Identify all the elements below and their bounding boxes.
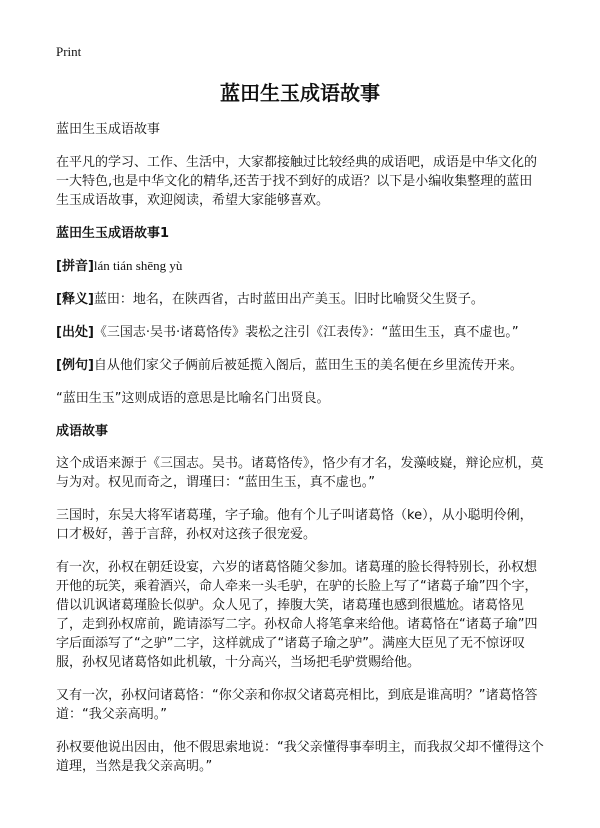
chuchu-label: [出处] — [56, 325, 94, 340]
shiyi-line — [56, 290, 544, 309]
page-title: 蓝田生玉成语故事 — [220, 81, 380, 105]
meaning-paragraph: “蓝田生玉”这则成语的意思是比喻名门出贤良。 — [56, 391, 330, 406]
intro-paragraph: 在平凡的学习、工作、生活中，大家都接触过比较经典的成语吧，成语是中华文化的一大特色,也是中华文化的精华,还苦于找不到好的成语？以下是小编收集整理的蓝田生玉成语故事，欢迎阅读，希望大家能够喜欢。 — [56, 155, 538, 208]
story-paragraph: 孙权要他说出因由，他不假思索地说：“我父亲懂得事奉明主，而我叔父却不懂得这个道理，当然是我父亲高明。” — [56, 740, 544, 774]
pinyin-text: lán tián shēng yù — [93, 258, 183, 273]
pinyin-label: [拼音] — [56, 259, 94, 274]
pinyin-line — [56, 256, 544, 276]
shiyi-label: [释义] — [56, 292, 94, 307]
story-heading: 成语故事 — [56, 424, 109, 439]
chuchu-text: 《三国志·吴书·诸葛恪传》裴松之注引《江表传》：“蓝田生玉，真不虚也。” — [93, 325, 519, 340]
liju-text: 自从他们家父子俩前后被延揽入阁后，蓝田生玉的美名便在乡里流传开来。 — [93, 358, 523, 373]
intro-label: 蓝田生玉成语故事 — [56, 122, 161, 137]
story-paragraph: 又有一次，孙权问诸葛恪：“你父亲和你叔父诸葛亮相比，到底是谁高明？”诸葛恪答道：“我父亲高明。” — [56, 688, 538, 722]
story-paragraph: 有一次，孙权在朝廷设宴，六岁的诸葛恪随父参加。诸葛瑾的脸长得特别长，孙权想开他的玩笑，乘着酒兴，命人牵来一头毛驴，在驴的长脸上写了“诸葛子瑜”四个字，借以讥讽诸葛瑾脸长似驴。众人见了，捧腹大笑，诸葛瑾也感到很尴尬。诸葛恪见了，走到孙权席前，跪请添写二字。孙权命人将笔拿来给他。诸葛恪在“诸葛子瑜”四字后面添写了“之驴”二字，这样就成了“诸葛子瑜之驴”。满座大臣见了无不惊讶叹服，孙权见诸葛恪如此机敏，十分高兴，当场把毛驴赏赐给他。 — [56, 560, 538, 670]
story-paragraph: 三国时，东吴大将军诸葛瑾，字子瑜。他有个儿子叫诸葛恪（ke），从小聪明伶俐，口才极好，善于言辞，孙权对这孩子很宠爱。 — [56, 508, 533, 542]
liju-label: [例句] — [56, 358, 94, 373]
print-label: Print — [56, 44, 82, 59]
story-paragraph: 这个成语来源于《三国志。吴书。诸葛恪传》，恪少有才名，发藻岐嶷，辩论应机，莫与为对。权见而奇之，谓瑾曰：“蓝田生玉，真不虚也。” — [56, 456, 544, 490]
chuchu-line — [56, 323, 544, 342]
liju-line — [56, 356, 544, 375]
section-heading-1: 蓝田生玉成语故事1 — [56, 226, 170, 241]
shiyi-text: 蓝田：地名，在陕西省，古时蓝田出产美玉。旧时比喻贤父生贤子。 — [93, 292, 484, 307]
